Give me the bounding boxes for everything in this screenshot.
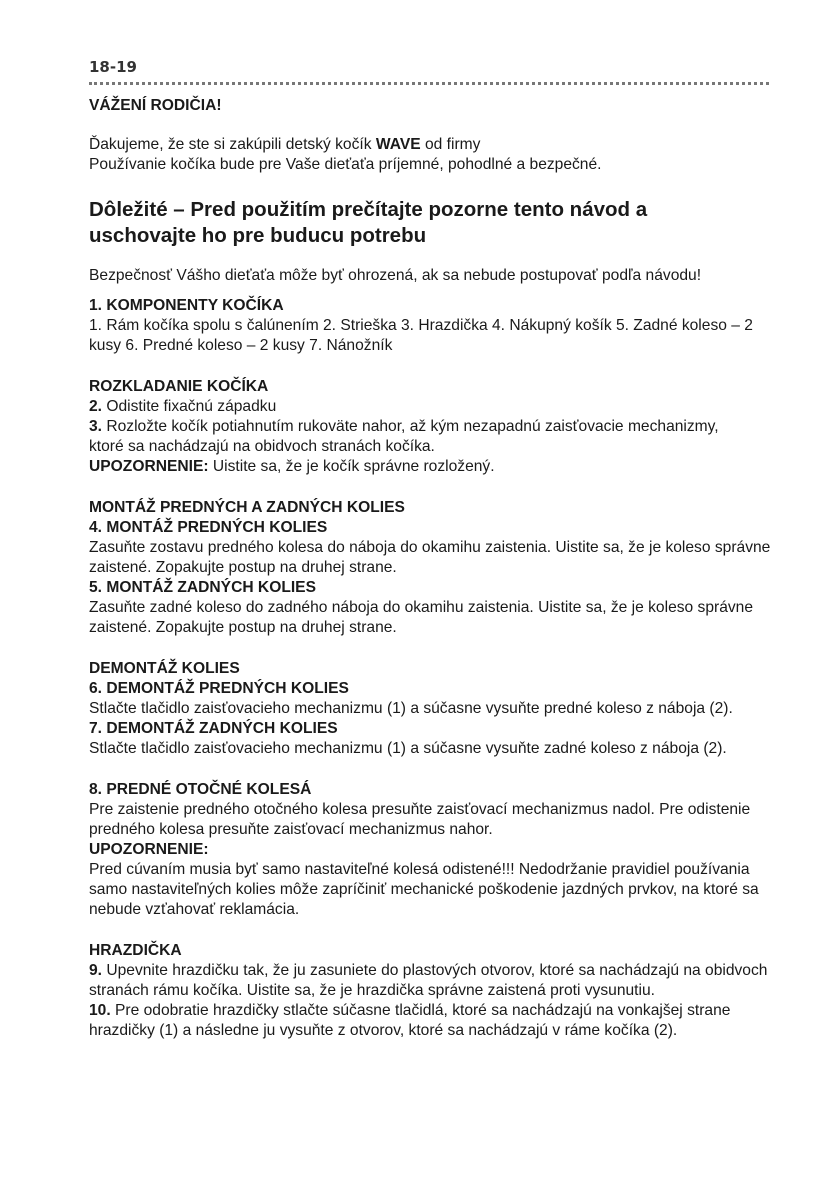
step-text: Upevnite hrazdičku tak, že ju zasuniete do plastových otvorov, ktoré sa nachádzajú na obidvoch stranách rámu kočíka. Uistite sa, že je hrazdička správne zaistená proti vysunutiu. [89, 962, 768, 999]
step-number: 3. [89, 418, 103, 435]
unfolding-step-2 [89, 397, 789, 417]
important-heading: Dôležité – Pred použitím prečítajte pozorne tento návod a uschovajte ho pre buducu potrebu [89, 198, 648, 247]
step-text: Odistite fixačnú západku [102, 398, 277, 415]
swivel-heading: 8. PREDNÉ OTOČNÉ KOLESÁ [89, 781, 312, 798]
swivel-text: Pre zaistenie predného otočného kolesa presuňte zaisťovací mechanizmus nadol. Pre odistenie predného kolesa presuňte zaisťovací mechanizmus nahor. [89, 801, 751, 838]
manual-page [89, 58, 789, 1041]
dotted-divider [89, 82, 769, 85]
step-number: 9. [89, 962, 103, 979]
unfolding-heading: ROZKLADANIE KOČÍKA [89, 378, 269, 395]
warning-text: Uistite sa, že je kočík správne rozložený. [208, 458, 495, 475]
step-text: Rozložte kočík potiahnutím rukoväte nahor, až kým nezapadnú zaisťovacie mechanizmy, ktoré sa nachádzajú na obidvoch stranách kočíka. [89, 418, 719, 455]
components-heading: 1. KOMPONENTY KOČÍKA [89, 297, 284, 314]
thanks-after: od firmy [420, 136, 481, 153]
step-number: 2. [89, 398, 103, 415]
rear-mounting-heading: 5. MONTÁŽ ZADNÝCH KOLIES [89, 579, 316, 596]
page-number: 18-19 [89, 58, 137, 76]
thanks-before: Ďakujeme, že ste si zakúpili detský kočík [89, 136, 376, 153]
swivel-warning-text: Pred cúvaním musia byť samo nastaviteľné kolesá odistené!!! Nedodržanie pravidiel používania samo nastaviteľných kolies môže zapríčiniť mechanické poškodenie jazdných prvkov, na ktoré sa nebude vzťahovať reklamácia. [89, 861, 759, 918]
thanks-paragraph [89, 135, 789, 175]
components-text: 1. Rám kočíka spolu s čalúnením 2. Strieška 3. Hrazdička 4. Nákupný košík 5. Zadné koleso – 2 kusy 6. Predné koleso – 2 kusy 7. Nánožník [89, 317, 753, 354]
step-number: 10. [89, 1002, 111, 1019]
unfolding-warning [89, 457, 789, 477]
rear-removal-text: Stlačte tlačidlo zaisťovacieho mechanizmu (1) a súčasne vysuňte zadné koleso z náboja (2). [89, 740, 727, 757]
thanks-line2: Používanie kočíka bude pre Vaše dieťaťa príjemné, pohodlné a bezpečné. [89, 156, 602, 173]
front-mounting-text: Zasuňte zostavu predného kolesa do náboja do okamihu zaistenia. Uistite sa, že je koleso správne zaistené. Zopakujte postup na druhej strane. [89, 539, 771, 576]
wheel-removal-heading: DEMONTÁŽ KOLIES [89, 660, 240, 677]
warning-label: UPOZORNENIE: [89, 458, 209, 475]
front-removal-heading: 6. DEMONTÁŽ PREDNÝCH KOLIES [89, 680, 349, 697]
safety-note: Bezpečnosť Vášho dieťaťa môže byť ohrozená, ak sa nebude postupovať podľa návodu! [89, 267, 702, 284]
rear-mounting-text: Zasuňte zadné koleso do zadného náboja do okamihu zaistenia. Uistite sa, že je koleso správne zaistené. Zopakujte postup na druhej strane. [89, 599, 754, 636]
bumper-step-10 [89, 1001, 789, 1041]
front-removal-text: Stlačte tlačidlo zaisťovacieho mechanizmu (1) a súčasne vysuňte predné koleso z náboja (2). [89, 700, 733, 717]
bumper-heading: HRAZDIČKA [89, 942, 182, 959]
front-mounting-heading: 4. MONTÁŽ PREDNÝCH KOLIES [89, 519, 328, 536]
step-text: Pre odobratie hrazdičky stlačte súčasne tlačidlá, ktoré sa nachádzajú na vonkajšej strane hrazdičky (1) a následne ju vysuňte z otvorov, ktoré sa nachádzajú v ráme kočíka (2). [89, 1002, 731, 1039]
greeting-heading: VÁŽENÍ RODIČIA! [89, 97, 222, 114]
rear-removal-heading: 7. DEMONTÁŽ ZADNÝCH KOLIES [89, 720, 338, 737]
unfolding-step-3 [89, 417, 729, 457]
swivel-warning-label: UPOZORNENIE: [89, 841, 209, 858]
bumper-step-9 [89, 961, 789, 1001]
brand-name: WAVE [375, 136, 421, 153]
wheel-mounting-heading: MONTÁŽ PREDNÝCH A ZADNÝCH KOLIES [89, 499, 405, 516]
